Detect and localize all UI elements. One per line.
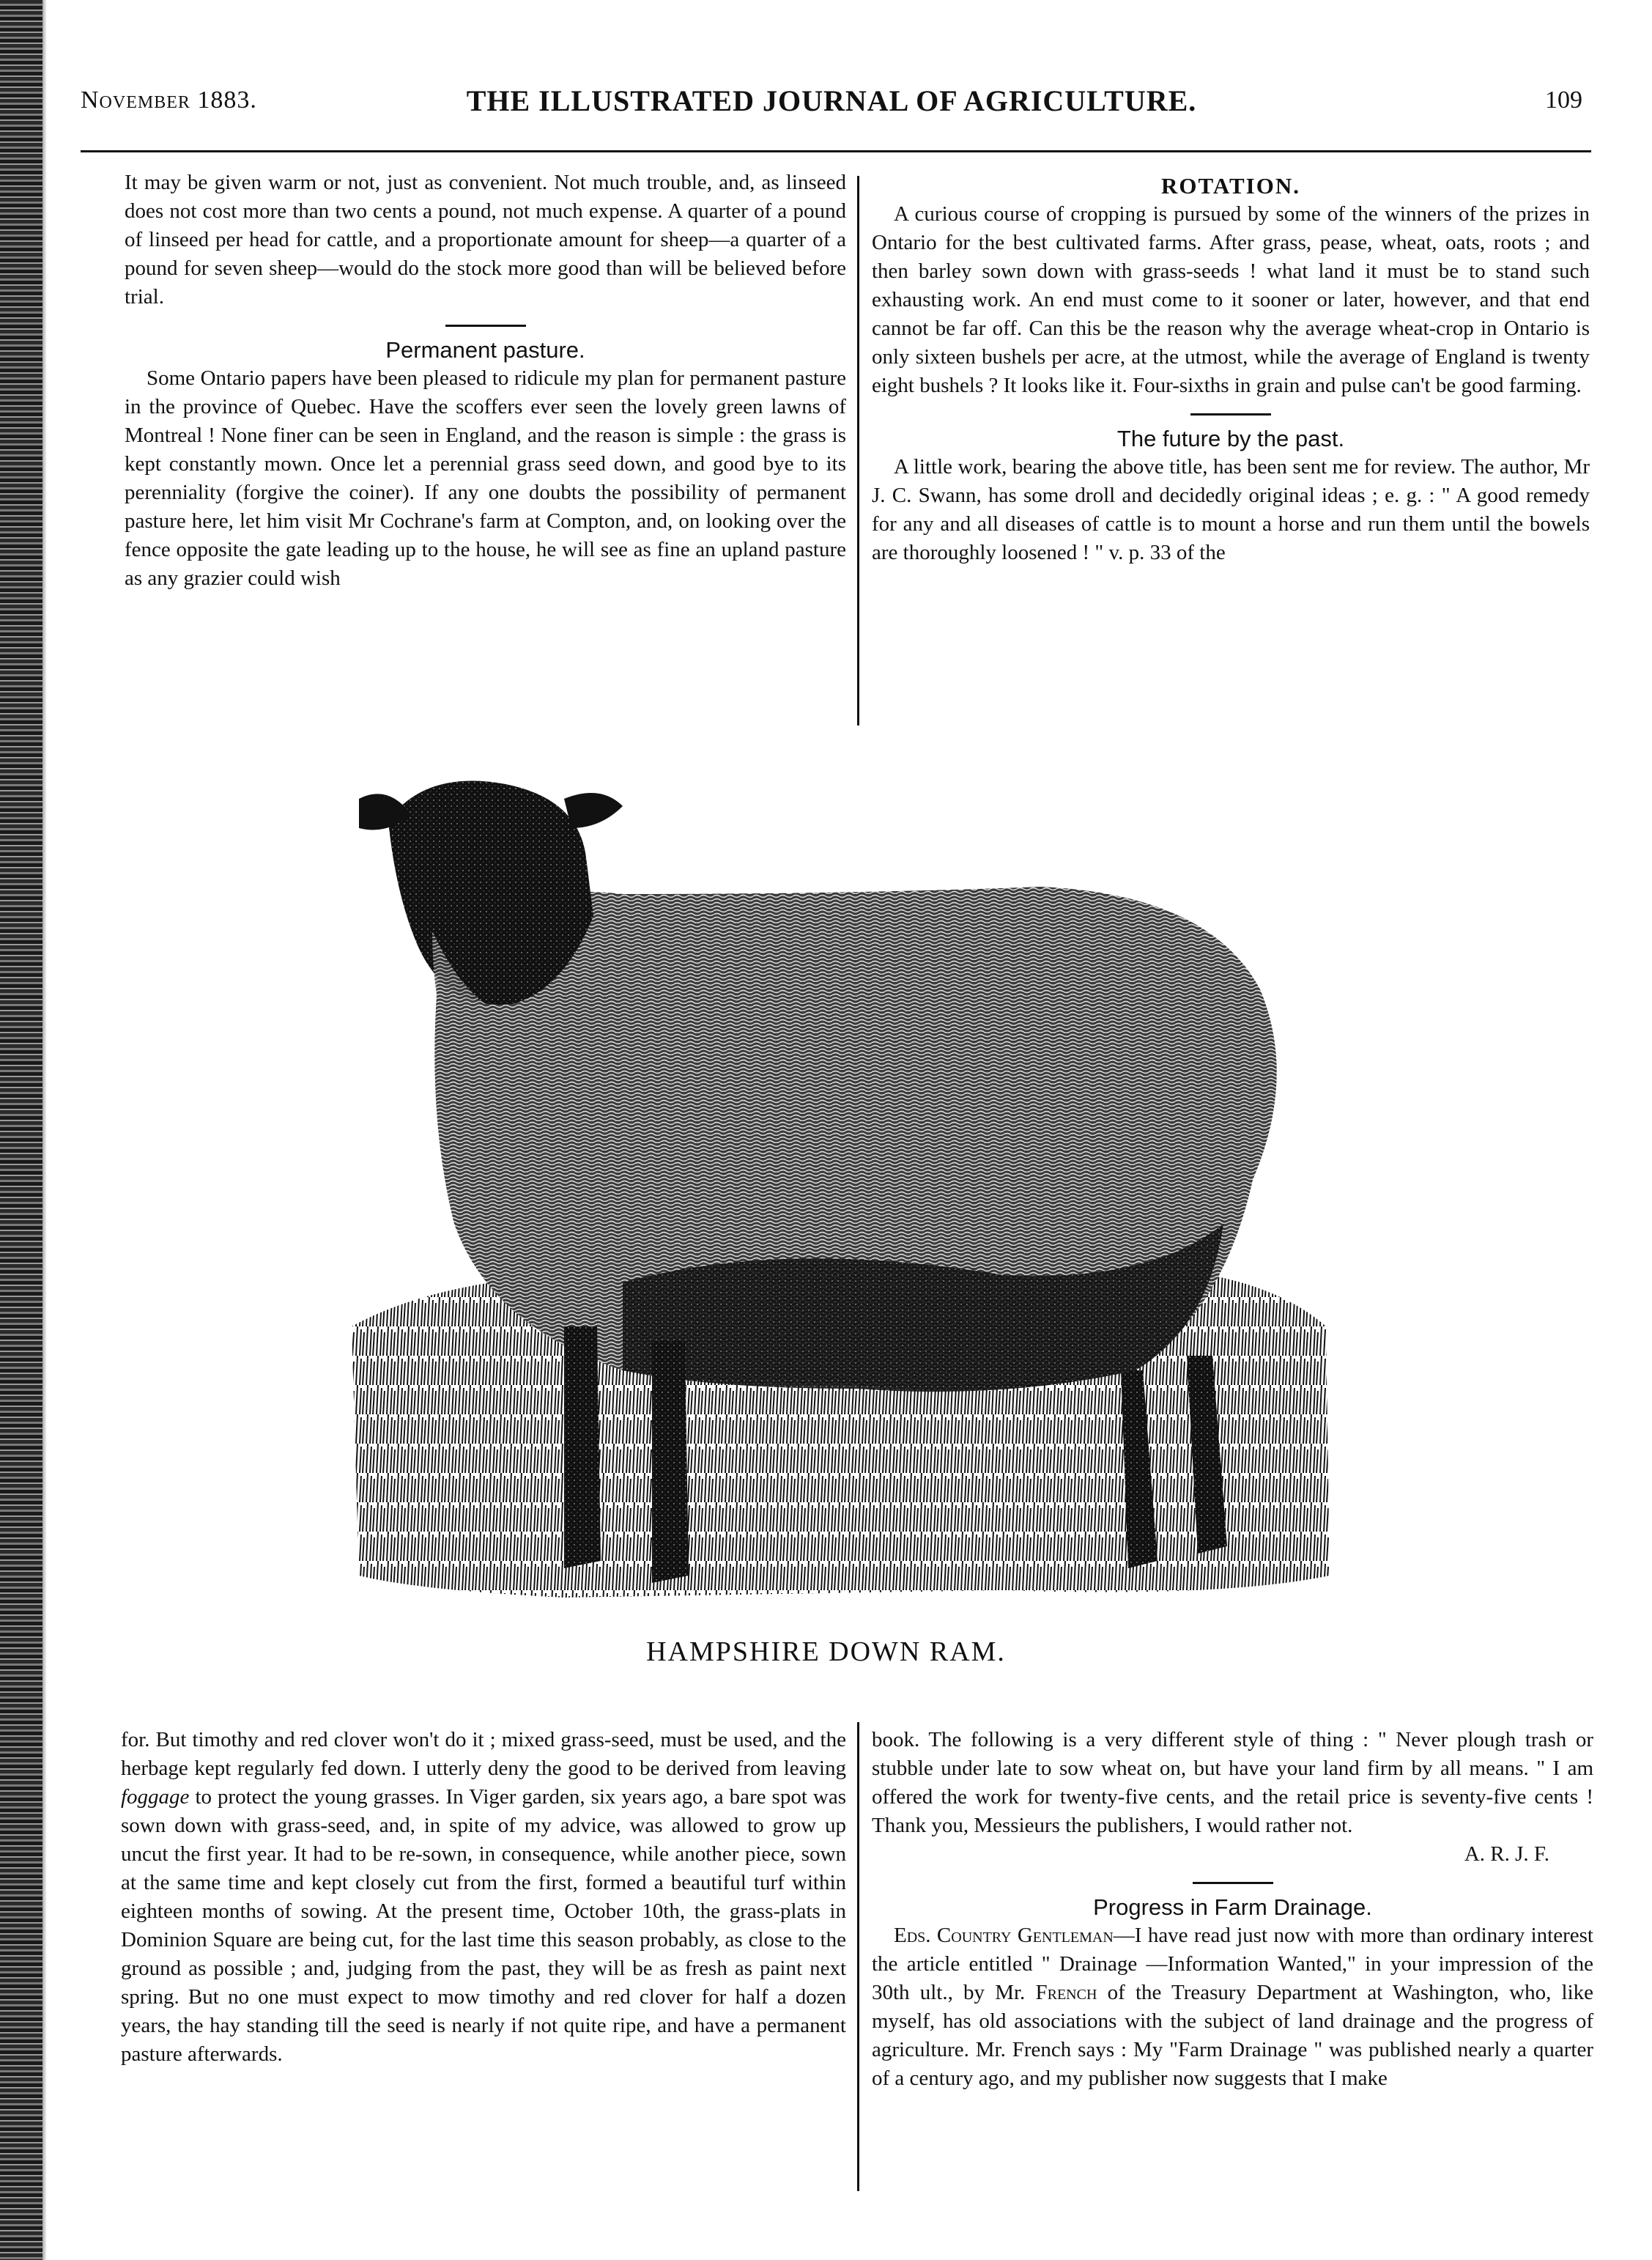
page-number: 109	[1545, 86, 1582, 114]
rotation-paragraph: A curious course of cropping is pursued by some of the winners of the prizes in Ontario for the best cultivated farms. After grass, pease, wheat, oats, roots ; and then barley sown down with grass-seeds ! what land it must be to stand such exhausting work. An end must come to it sooner or later, however, and that end cannot be far off. Can this be the reason why the average wheat-crop in Ontario is only sixteen bushels per acre, at the utmost, while the average of England is twenty eight bushels ? It looks like it. Four-sixths in grain and pulse can't be good farming.	[872, 202, 1590, 397]
column-divider-bottom	[857, 1722, 859, 2191]
rotation-heading: ROTATION.	[1161, 173, 1300, 199]
pasture-continuation-paragraph	[121, 1726, 846, 2069]
foggage-term: foggage	[121, 1785, 190, 1809]
right-column-bottom	[872, 1726, 1593, 2093]
pasture-text-part-1: for. But timothy and red clover won't do it ; mixed grass-seed, must be used, and the herbage kept regularly fed down. I utterly deny the good to be derived from leaving	[121, 1728, 846, 1780]
hampshire-down-ram-engraving	[344, 769, 1341, 1649]
section-rule	[1190, 413, 1271, 416]
ram-ear-right	[564, 793, 623, 828]
future-by-past-continuation: book. The following is a very different style of thing : " Never plough trash or stubble under late to sow wheat on, but have your land firm by all means. " I am offered the work for twenty-five cents, and the retail price is seventy-five cents ! Thank you, Messieurs the publishers, I would rather not.	[872, 1728, 1593, 1837]
linseed-paragraph: It may be given warm or not, just as convenient. Not much trouble, and, as linseed does not cost more than two cents a pound, not much expense. A quarter of a pound of linseed per head for cattle, and a proportionate amount for sheep—a quarter of a pound for seven sheep—would do the stock more good than will be believed before trial.	[125, 171, 846, 309]
header-rule	[81, 150, 1591, 152]
right-column-top	[872, 169, 1590, 567]
journal-title: THE ILLUSTRATED JOURNAL OF AGRICULTURE.	[466, 84, 1197, 117]
running-header	[81, 86, 1582, 130]
figure-caption: HAMPSHIRE DOWN RAM.	[646, 1636, 1006, 1667]
column-divider-top	[857, 176, 859, 725]
author-name-french: French	[1035, 1981, 1097, 2004]
section-rule	[445, 325, 526, 327]
future-by-past-heading: The future by the past.	[1116, 426, 1345, 451]
left-column-top	[125, 169, 846, 593]
issue-date: November 1883.	[81, 86, 257, 114]
farm-drainage-heading: Progress in Farm Drainage.	[1093, 1894, 1372, 1920]
farm-drainage-paragraph	[872, 1921, 1593, 2093]
permanent-pasture-heading: Permanent pasture.	[385, 337, 585, 363]
left-column-bottom	[121, 1726, 846, 2069]
permanent-pasture-paragraph: Some Ontario papers have been pleased to ridicule my plan for permanent pasture in the province of Quebec. Have the scoffers ever seen the lovely green lawns of Montreal ! None finer can be seen in England, and the reason is simple : the grass is kept constantly mown. Once let a perennial grass seed down, and good bye to its perenniality (forgive the coiner). If any one doubts the possibility of permanent pasture here, let him visit Mr Cochrane's farm at Compton, and, on looking over the fence opposite the gate leading up to the house, he will see as fine an upland pasture as any grazier could wish	[125, 366, 846, 590]
drainage-text-part-2: of the Treasury Department at Washington, who, like myself, has old associations with the subject of land drainage and the progress of agriculture. Mr. French says : My "Farm Drainage " was published nearly a quarter of a century ago, and my publisher now suggests that I make	[872, 1981, 1594, 2090]
pasture-text-part-2: to protect the young grasses. In Viger garden, six years ago, a bare spot was sown down with grass-seed, and, in spite of my advice, was allowed to grow up uncut the first year. It had to be re-sown, in consequence, while another piece, sown at the same time and kept closely cut from the first, formed a beautiful turf within eighteen months of sowing. At the present time, October 10th, the grass-plats in Dominion Square are being cut, for the last time this season probably, as close to the ground as possible ; and, judging from the past, they will be as fresh as paint next spring. But no one must expect to mow timothy and red clover for half a dozen years, the hay standing till the seed is nearly if not quite ripe, and have a permanent pasture afterwards.	[121, 1785, 846, 2066]
future-by-past-paragraph: A little work, bearing the above title, has been sent me for review. The author, Mr J. C. Swann, has some droll and decidedly original ideas ; e. g. : " A good remedy for any and all diseases of cattle is to mount a horse and run them until the bowels are thoroughly loosened ! " v. p. 33 of the	[872, 455, 1590, 564]
section-rule	[1193, 1882, 1273, 1884]
author-signature: A. R. J. F.	[1464, 1842, 1549, 1866]
editor-address: Eds. Country Gentleman	[894, 1924, 1114, 1947]
page-binding	[0, 0, 42, 2260]
drainage-text-part-1: —I have read just now with more than ordinary interest the article entitled " Drainage —Information Wanted," in your impression of the 30th ult., by Mr.	[872, 1924, 1593, 2004]
